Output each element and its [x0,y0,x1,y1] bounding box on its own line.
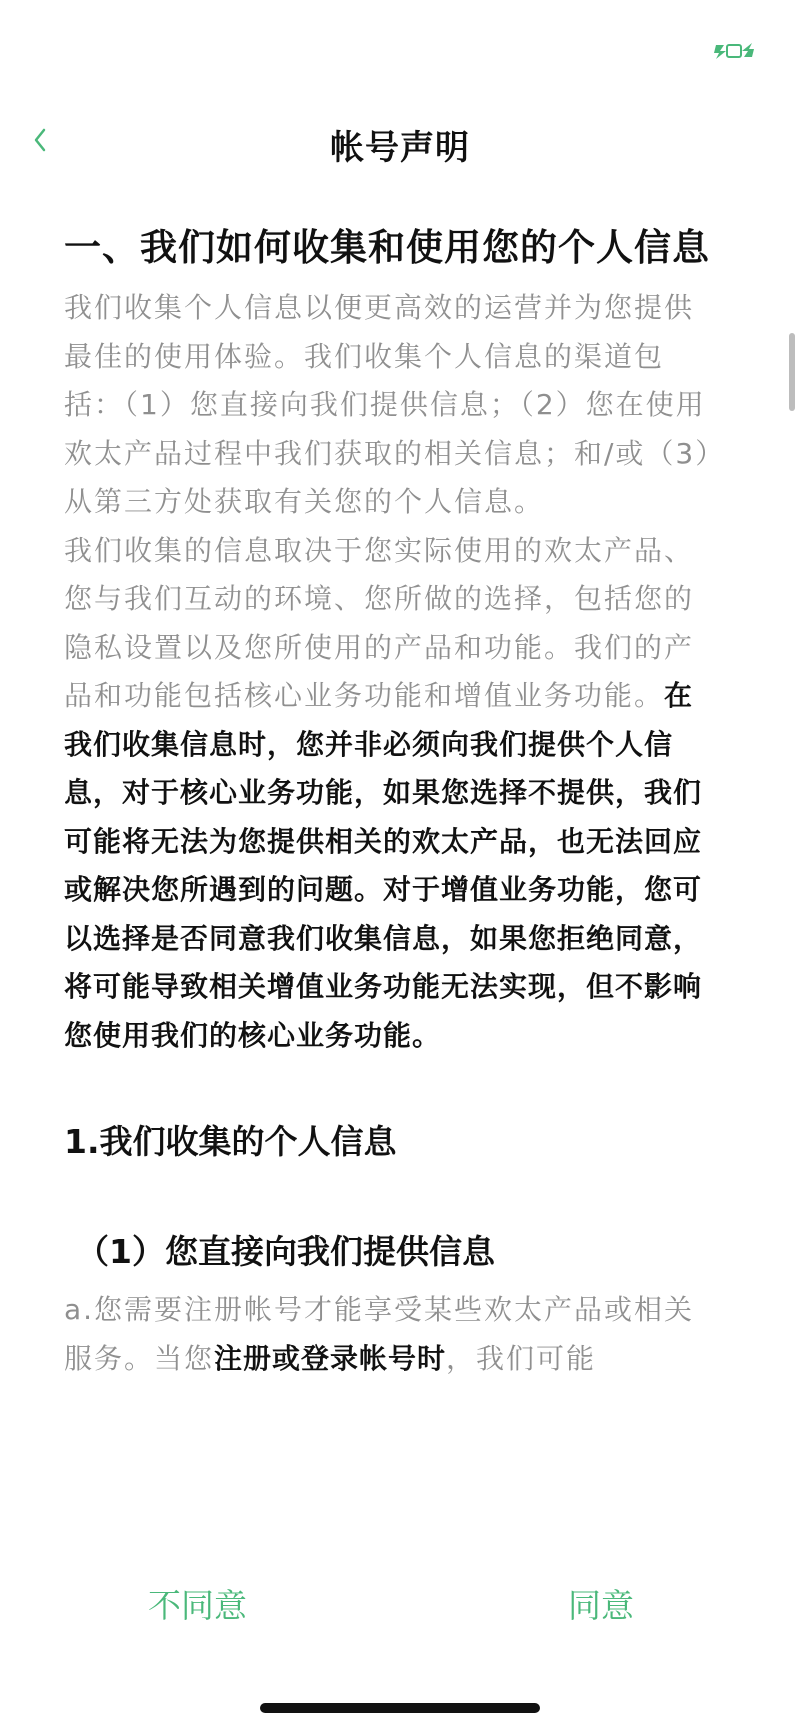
scroll-content[interactable] [64,222,714,1552]
scrollbar[interactable] [789,333,795,411]
action-bar [0,1552,800,1692]
collection-paragraph-text: 我们收集的信息取决于您实际使用的欢太产品、您与我们互动的环境、您所做的选择，包括您的隐私设置以及您所使用的产品和功能。我们的产品和功能包括核心业务功能和增值业务功能。 [64,533,695,712]
home-indicator[interactable] [260,1703,540,1713]
collection-paragraph-bold-text: 在我们收集信息时，您并非必须向我们提供个人信息，对于核心业务功能，如果您选择不提供，我们可能将无法为您提供相关的欢太产品，也无法回应或解决您所遇到的问题。对于增值业务功能，您可以选择是否同意我们收集信息，如果您拒绝同意，将可能导致相关增值业务功能无法实现，但不影响您使用我们的核心业务功能。 [64,679,703,1052]
charging-arrows-icon [714,42,754,60]
page-title: 帐号声明 [330,128,470,168]
registration-paragraph-bold-text: 注册或登录帐号时 [214,1341,447,1375]
section-heading: 一、我们如何收集和使用您的个人信息 [64,226,710,269]
navigation-bar [0,100,800,180]
registration-paragraph-tail: ，我们可能 [446,1341,597,1375]
subsection-heading: 1.我们收集的个人信息 [64,1122,397,1161]
intro-paragraph: 我们收集个人信息以便更高效的运营并为您提供最佳的使用体验。我们收集个人信息的渠道包括：（1）您直接向我们提供信息；（2）您在使用欢太产品过程中我们获取的相关信息；和/或（3）从第三方处获取有关您的个人信息。 [64,291,712,518]
collection-paragraph [64,527,714,1061]
registration-paragraph-text: a.您需要注册帐号才能享受某些欢太产品或相关服务。当您 [64,1293,695,1375]
sub-subsection-heading: （1）您直接向我们提供信息 [76,1232,495,1271]
disagree-button[interactable]: 不同意 [148,1586,247,1625]
status-bar [0,0,800,100]
agree-button[interactable]: 同意 [568,1586,634,1625]
registration-paragraph [64,1286,714,1383]
